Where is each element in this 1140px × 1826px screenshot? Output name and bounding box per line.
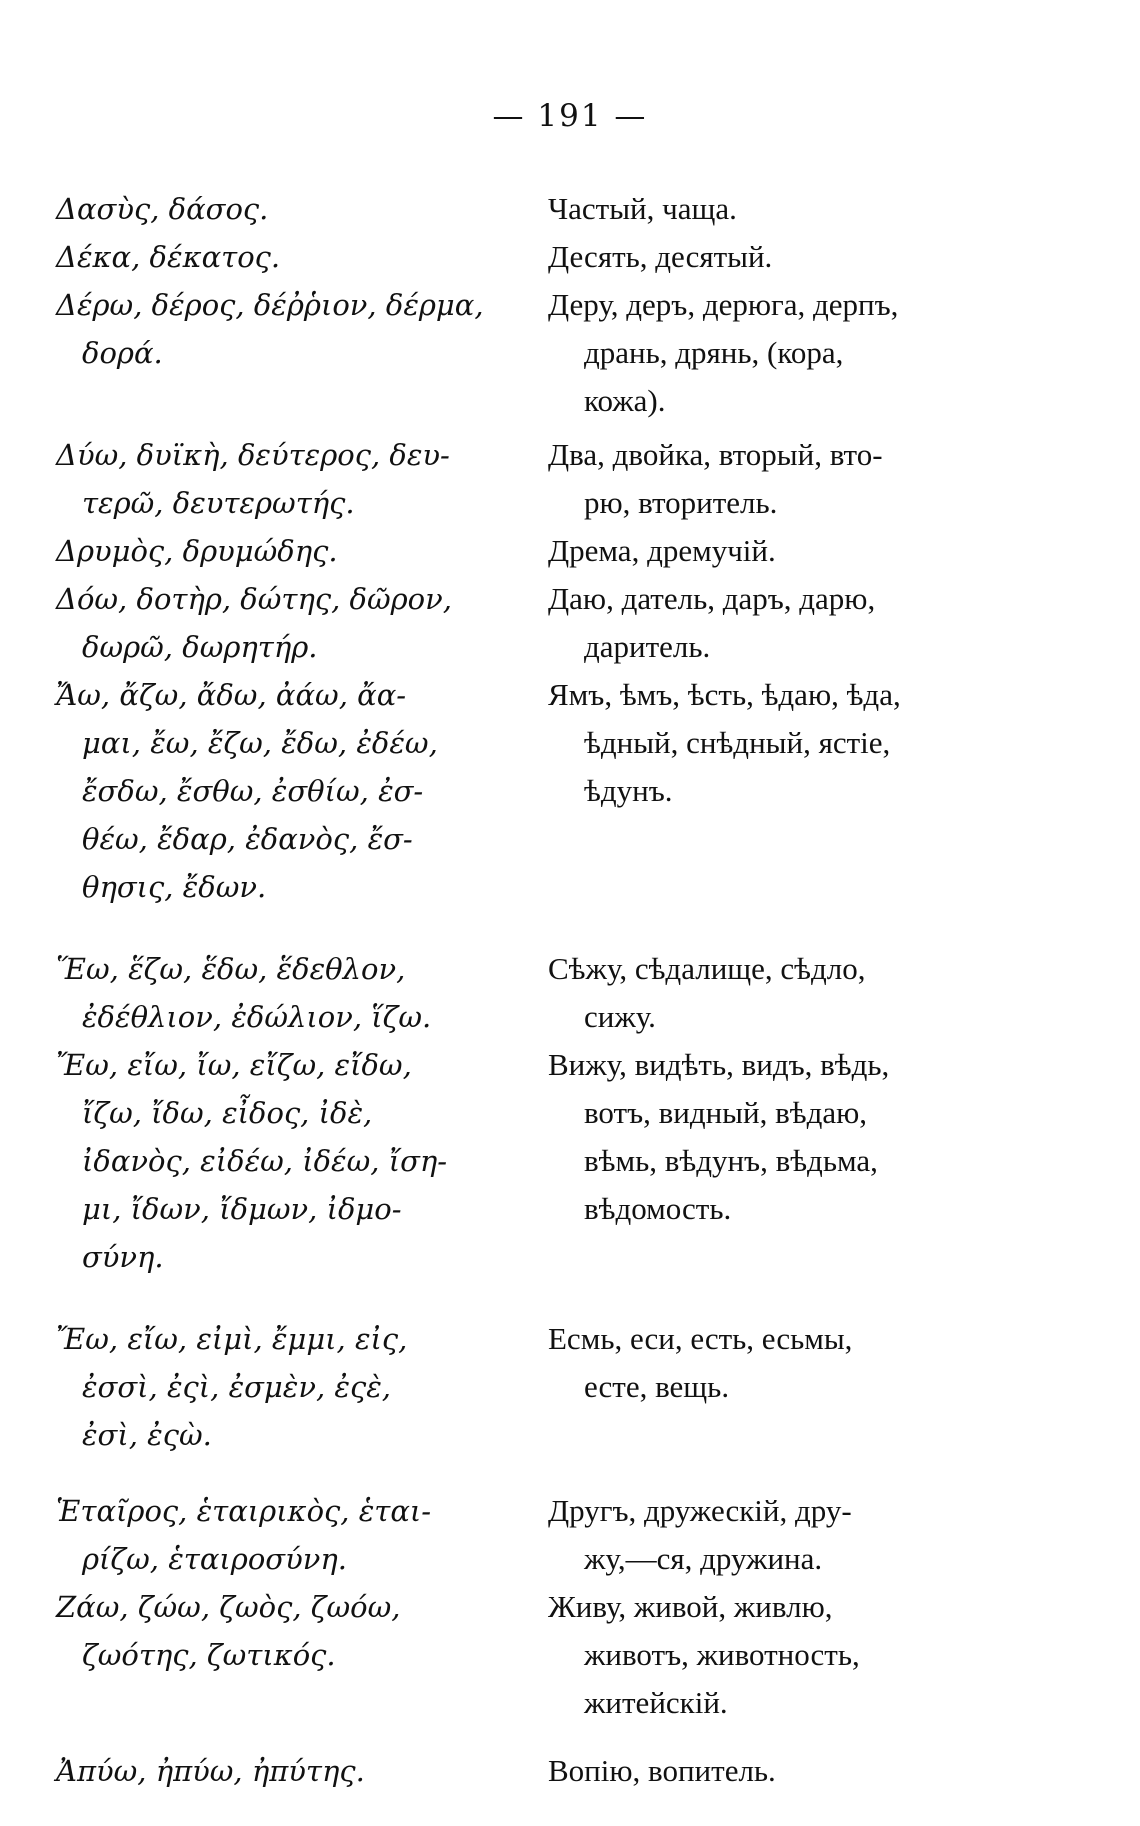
russian-line: Частый, чаща. [548,191,737,226]
greek-term [56,575,526,671]
greek-line: ἔσδω, ἔσθω, ἐσθίω, ἐσ- [82,774,424,808]
greek-line: Δρυμὸς, δρυμώδης. [56,534,338,568]
russian-line: есте, вещь. [584,1369,730,1404]
russian-line: дрань, дрянь, (кора, [584,335,844,370]
greek-line: θησις, ἔδων. [82,870,267,904]
greek-term [56,1041,526,1281]
greek-line: δωρῶ, δωρητήρ. [82,630,318,664]
greek-term [56,1315,526,1459]
greek-line: σύνη. [82,1240,164,1274]
greek-term [56,945,526,1041]
greek-line: μι, ἴδων, ἴδμων, ἰδμο- [82,1192,402,1226]
russian-line: вѣмь, вѣдунъ, вѣдьма, [584,1143,878,1178]
greek-term [56,233,526,281]
russian-line: Живу, живой, живлю, [548,1589,833,1624]
russian-translation [548,281,1018,425]
greek-line: μαι, ἔω, ἔζω, ἔδω, ἐδέω, [82,726,438,760]
greek-line: Ἀπύω, ἠπύω, ἠπύτης. [56,1754,365,1788]
russian-translation [548,527,1018,575]
page-number: — 191 — [492,98,648,134]
russian-line: Ямъ, ѣмъ, ѣсть, ѣдаю, ѣда, [548,677,901,712]
russian-translation [548,431,1018,527]
greek-line: ρίζω, ἑταιροσύνη. [82,1542,347,1576]
russian-line: Вопію, вопитель. [548,1753,776,1788]
greek-line: δορά. [82,336,163,370]
russian-line: Другъ, дружескій, дру- [548,1493,852,1528]
russian-line: Дрема, дремучій. [548,533,776,568]
russian-line: Есмь, еси, есть, есьмы, [548,1321,853,1356]
greek-term [56,1747,526,1795]
greek-line: Ἔω, εἴω, εἰμὶ, ἔμμι, εἰς, [56,1322,408,1356]
greek-line: Δέρω, δέρος, δέῤῥιον, δέρμα, [56,288,484,322]
russian-line: Даю, датель, даръ, дарю, [548,581,876,616]
greek-line: θέω, ἔδαρ, ἐδανὸς, ἔσ- [82,822,413,856]
russian-line: Деру, деръ, дерюга, дерпъ, [548,287,899,322]
russian-line: Вижу, видѣть, видъ, вѣдь, [548,1047,890,1082]
greek-line: ἴζω, ἴδω, εἶδος, ἰδὲ, [82,1096,373,1130]
russian-translation [548,575,1018,671]
russian-line: ѣдный, снѣдный, ястіе, [584,725,891,760]
russian-line: Сѣжу, сѣдалище, сѣдло, [548,951,866,986]
russian-line: жу,—ся, дружина. [584,1541,823,1576]
russian-translation [548,185,1018,233]
greek-line: Δασὺς, δάσος. [56,192,269,226]
greek-term [56,431,526,527]
greek-term [56,671,526,911]
greek-line: Δέκα, δέκατος. [56,240,281,274]
greek-line: τερῶ, δευτερωτής. [82,486,355,520]
russian-line: Десять, десятый. [548,239,773,274]
russian-line: даритель. [584,629,711,664]
russian-line: рю, вторитель. [584,485,778,520]
russian-translation [548,1041,1018,1233]
russian-translation [548,1747,1018,1795]
greek-line: ζωότης, ζωτικός. [82,1638,336,1672]
greek-term [56,1487,526,1583]
greek-term [56,527,526,575]
greek-line: ἰδανὸς, εἰδέω, ἰδέω, ἴση- [82,1144,448,1178]
greek-line: Δόω, δοτὴρ, δώτης, δῶρον, [56,582,452,616]
greek-line: Ἔω, εἴω, ἴω, εἴζω, εἴδω, [56,1048,412,1082]
greek-line: Ἄω, ἄζω, ἄδω, ἀάω, ἄα- [56,678,407,712]
greek-line: ἐσὶ, ἐςὼ. [82,1418,212,1452]
greek-line: Ἑταῖρος, ἑταιρικὸς, ἑται- [56,1494,432,1528]
russian-line: сижу. [584,999,656,1034]
greek-line: Δύω, δυϊκὴ, δεύτερος, δευ- [56,438,450,472]
russian-line: животъ, животность, [584,1637,860,1672]
greek-line: Ἕω, ἕζω, ἕδω, ἕδεθλον, [56,952,406,986]
russian-translation [548,1583,1018,1727]
greek-line: Ζάω, ζώω, ζωὸς, ζωόω, [56,1590,401,1624]
russian-line: кожа). [584,383,666,418]
russian-translation [548,1487,1018,1583]
greek-term [56,185,526,233]
greek-term [56,1583,526,1679]
russian-translation [548,671,1018,815]
russian-line: вотъ, видный, вѣдаю, [584,1095,868,1130]
russian-line: ѣдунъ. [584,773,673,808]
russian-line: житейскій. [584,1685,728,1720]
greek-term [56,281,526,377]
russian-translation [548,1315,1018,1411]
russian-translation [548,233,1018,281]
russian-line: Два, двойка, вторый, вто- [548,437,883,472]
greek-line: ἐδέθλιον, ἐδώλιον, ἵζω. [82,1000,432,1034]
russian-translation [548,945,1018,1041]
russian-line: вѣдомость. [584,1191,732,1226]
greek-line: ἐσσὶ, ἐςὶ, ἐσμὲν, ἐςὲ, [82,1370,391,1404]
